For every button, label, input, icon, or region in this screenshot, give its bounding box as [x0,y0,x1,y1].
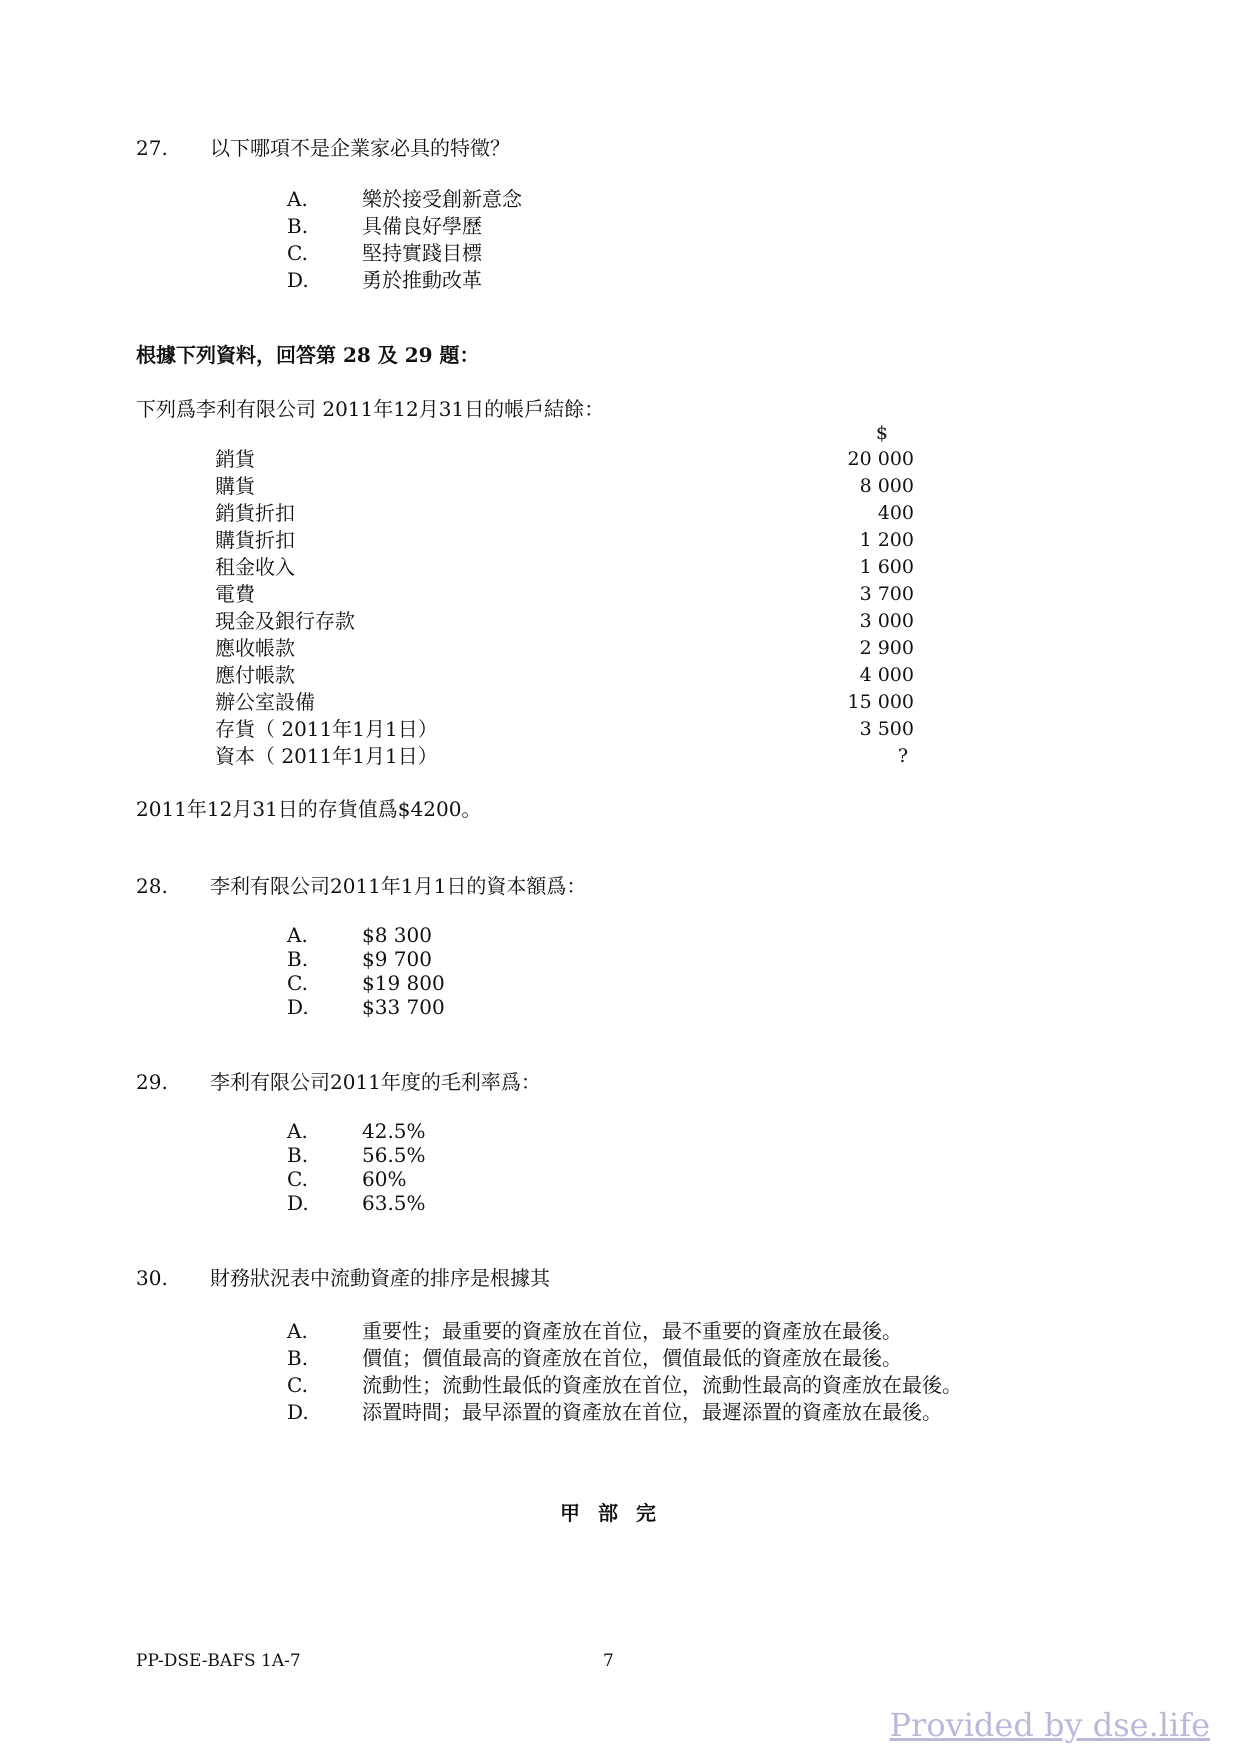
q30-option-a-letter: A. [287,1319,308,1343]
footer-paper-code: PP-DSE-BAFS 1A-7 [136,1651,301,1671]
q29-number: 29. [136,1070,168,1094]
watermark-link[interactable]: Provided by dse.life [889,1706,1210,1744]
q28-option-b-letter: B. [287,947,309,971]
q28-question: 李利有限公司2011年1月1日的資本額爲： [210,874,587,898]
q28-option-b-text: $9 700 [362,947,432,971]
q30-option-c-letter: C. [287,1373,308,1397]
q27-option-b-text: 具備良好學歷 [362,214,482,238]
info-intro: 下列爲李利有限公司 2011年12月31日的帳戶結餘： [136,397,605,421]
q28-option-d-text: $33 700 [362,995,445,1019]
q29-option-d-letter: D. [287,1191,309,1215]
account-row-label: 電費 [215,582,255,606]
account-row-value: 4 000 [859,664,914,686]
q30-option-d-letter: D. [287,1400,309,1424]
account-row-value: 3 000 [859,610,914,632]
account-row-label: 購貨折扣 [215,528,295,552]
q27-number: 27. [136,136,168,160]
account-row-label: 辦公室設備 [215,690,315,714]
account-row-value: 400 [877,502,914,524]
account-row-value: 3 700 [859,583,914,605]
section-end-label: 甲部完 [560,1501,674,1525]
q27-question: 以下哪項不是企業家必具的特徵？ [210,136,510,160]
q29-option-a-text: 42.5% [362,1119,426,1143]
closing-inventory-note: 2011年12月31日的存貨值爲$4200。 [136,797,482,821]
q30-question: 財務狀況表中流動資產的排序是根據其 [210,1266,550,1290]
account-row-value: 20 000 [847,448,914,470]
q27-option-b-letter: B. [287,214,309,238]
account-row-label: 資本（ 2011年1月1日） [215,744,438,768]
q30-number: 30. [136,1266,168,1290]
account-row-label: 現金及銀行存款 [215,609,355,633]
q30-option-c-text: 流動性；流動性最低的資產放在首位，流動性最高的資產放在最後。 [362,1373,962,1397]
q28-option-a-text: $8 300 [362,923,432,947]
q29-question: 李利有限公司2011年度的毛利率爲： [210,1070,541,1094]
q27-option-a-letter: A. [287,187,308,211]
account-row-value: 2 900 [859,637,914,659]
q29-option-a-letter: A. [287,1119,308,1143]
q28-number: 28. [136,874,168,898]
q29-option-c-letter: C. [287,1167,308,1191]
account-row-value: 1 200 [859,529,914,551]
q27-option-d-letter: D. [287,268,309,292]
account-row-label: 應收帳款 [215,636,295,660]
account-row-label: 存貨（ 2011年1月1日） [215,717,438,741]
account-row-value: 1 600 [859,556,914,578]
q30-option-b-text: 價值；價值最高的資產放在首位，價值最低的資產放在最後。 [362,1346,902,1370]
q28-option-c-text: $19 800 [362,971,445,995]
footer-page-number: 7 [603,1651,614,1671]
q30-option-a-text: 重要性；最重要的資產放在首位，最不重要的資產放在最後。 [362,1319,902,1343]
account-row-label: 購貨 [215,474,255,498]
q30-option-d-text: 添置時間；最早添置的資產放在首位，最遲添置的資產放在最後。 [362,1400,942,1424]
q29-option-b-text: 56.5% [362,1143,426,1167]
account-row-value: 15 000 [847,691,914,713]
q27-option-c-text: 堅持實踐目標 [362,241,482,265]
currency-header: $ [875,422,888,444]
q27-option-c-letter: C. [287,241,308,265]
account-row-value: 3 500 [859,718,914,740]
account-row-label: 租金收入 [215,555,295,579]
q30-option-b-letter: B. [287,1346,309,1370]
account-row-value: ? [897,745,908,767]
account-row-label: 銷貨折扣 [215,501,295,525]
q28-option-c-letter: C. [287,971,308,995]
q29-option-b-letter: B. [287,1143,309,1167]
q28-option-a-letter: A. [287,923,308,947]
q27-option-d-text: 勇於推動改革 [362,268,482,292]
q28-option-d-letter: D. [287,995,309,1019]
account-row-value: 8 000 [859,475,914,497]
q29-option-c-text: 60% [362,1167,407,1191]
account-row-label: 銷貨 [215,447,255,471]
account-row-label: 應付帳款 [215,663,295,687]
q27-option-a-text: 樂於接受創新意念 [362,187,522,211]
q29-option-d-text: 63.5% [362,1191,426,1215]
info-heading: 根據下列資料，回答第 28 及 29 題： [136,343,480,367]
